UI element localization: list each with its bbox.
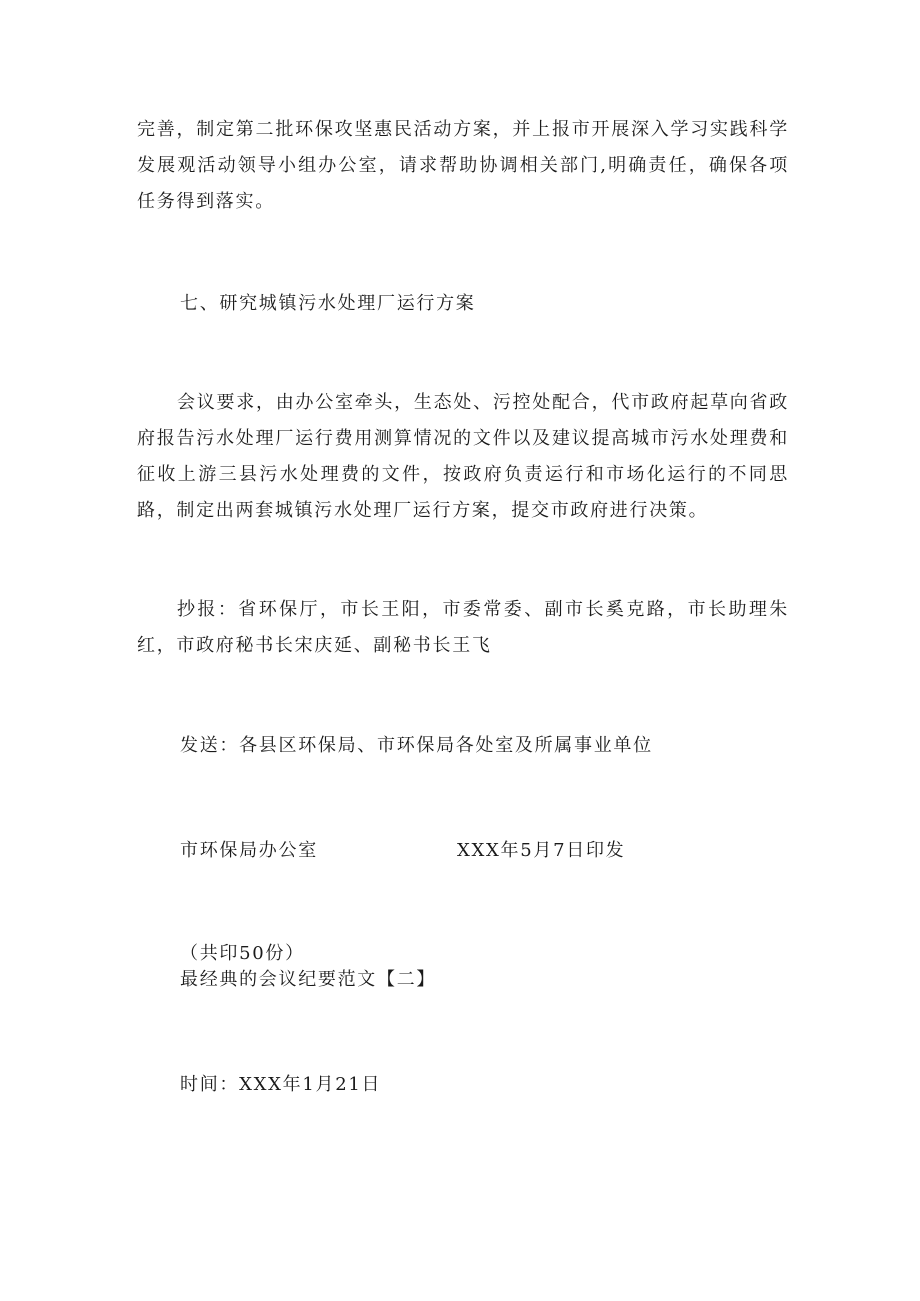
- paragraph-meeting-requirement: 会议要求，由办公室牵头，生态处、污控处配合，代市政府起草向省政府报告污水处理厂运行费用测算情况的文件以及建议提高城市污水处理费和征收上游三县污水处理费的文件，按政府负责运行和市场化运行的不同思路，制定出两套城镇污水处理厂运行方案，提交市政府进行决策。: [137, 392, 789, 521]
- next-document-title: 最经典的会议纪要范文【二】: [180, 969, 437, 990]
- print-count: （共印50份）: [180, 943, 305, 964]
- section-heading-seven: 七、研究城镇污水处理厂运行方案: [180, 293, 476, 314]
- meeting-time: 时间：XXX年1月21日: [180, 1074, 382, 1095]
- issuing-row: [180, 839, 680, 865]
- cc-report-line: 抄报：省环保厅，市长王阳，市委常委、副市长奚克路，市长助理朱红，市政府秘书长宋庆延、副秘书长王飞: [137, 599, 789, 656]
- paragraph-continuation: 完善，制定第二批环保攻坚惠民活动方案，并上报市开展深入学习实践科学发展观活动领导小组办公室，请求帮助协调相关部门,明确责任，确保各项任务得到落实。: [137, 119, 789, 212]
- issuing-office: 市环保局办公室: [180, 840, 318, 861]
- issue-date: XXX年5月7日印发: [457, 840, 626, 861]
- distribution-line: 发送：各县区环保局、市环保局各处室及所属事业单位: [180, 735, 653, 756]
